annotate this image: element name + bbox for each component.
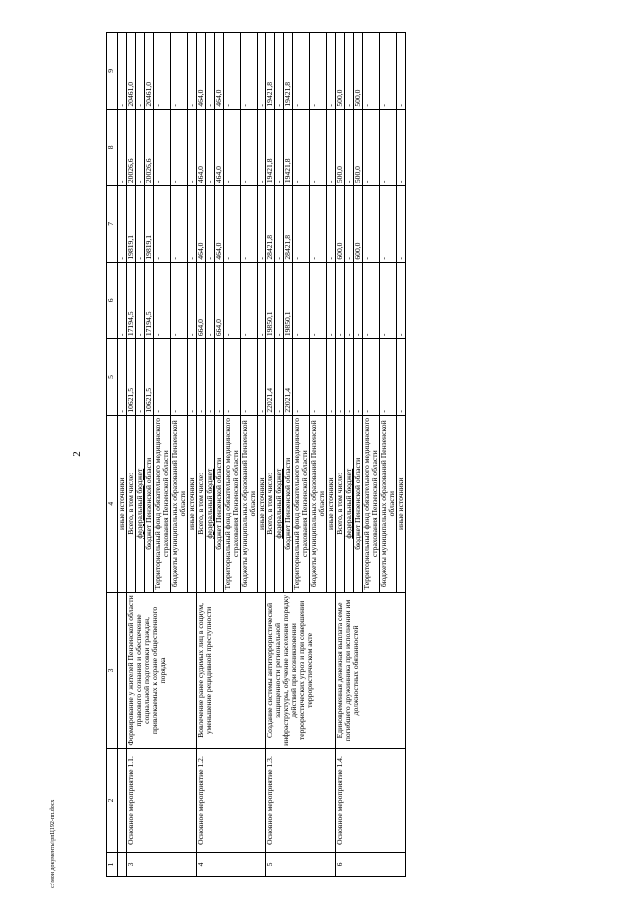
source-cell: бюджет Пензенской области [214,415,223,592]
value-cell: 20461,0 [126,33,135,110]
source-cell: иные источники [118,415,127,592]
col-header: 4 [107,415,118,592]
value-cell: - [275,33,284,110]
value-cell: - [240,33,257,110]
value-cell: 664,0 [214,262,223,339]
source-cell: Территориальный фонд обязательного медицинского страхования Пензенской области [363,415,380,592]
col-header: 9 [107,33,118,110]
col-header: 5 [107,339,118,416]
table-row [196,33,205,877]
value-cell: - [135,339,144,416]
value-cell: - [310,186,327,263]
value-cell: - [240,262,257,339]
description-cell: Формирование у жителей Пензенской области правового сознания и обеспечение социальной подготовки граждан, привлекаемых к охране общественного порядка [126,592,196,748]
value-cell: - [293,339,310,416]
value-cell: - [363,33,380,110]
source-cell: Территориальный фонд обязательного медицинского страхования Пензенской области [223,415,240,592]
value-cell: - [327,109,336,186]
value-cell: 20461,0 [144,33,153,110]
measure-cell: Основное мероприятие 1.3. [266,749,336,853]
value-cell: - [380,339,397,416]
value-cell: - [275,262,284,339]
value-cell: - [187,186,196,263]
value-cell: - [153,339,170,416]
value-cell: - [336,262,345,339]
description-cell: Единовременная денежная выплата семье погибшего дружинника при исполнении им должностных обязанностей [336,592,406,748]
source-cell: бюджеты муниципальных образований Пензенской области [380,415,397,592]
source-cell: бюджеты муниципальных образований Пензенской области [170,415,187,592]
value-cell: 464,0 [214,109,223,186]
header-row [107,33,118,877]
table-row [336,33,345,877]
source-cell: бюджет Пензенской области [144,415,153,592]
value-cell: 17194,5 [144,262,153,339]
value-cell: - [363,339,380,416]
value-cell: 20026,6 [144,109,153,186]
value-cell: - [293,262,310,339]
value-cell: - [240,186,257,263]
col-header: 3 [107,592,118,748]
source-cell: Территориальный фонд обязательного медицинского страхования Пензенской области [153,415,170,592]
value-cell: - [310,339,327,416]
description-cell: Создание системы антитеррористической защищенности региональной инфраструктуры, обучение населения порядку действий при возникновении террористических угроз и при совершении террористическом акте [266,592,336,748]
value-cell: - [205,339,214,416]
col-header: 8 [107,109,118,186]
value-cell: 19819,1 [126,186,135,263]
source-cell: Всего, в том числе: [266,415,275,592]
value-cell: - [135,33,144,110]
value-cell: - [363,186,380,263]
source-cell: федеральный бюджет [275,415,284,592]
value-cell: 19819,1 [144,186,153,263]
value-cell: 19421,8 [284,109,293,186]
value-cell: - [363,109,380,186]
value-cell: - [363,262,380,339]
value-cell: - [170,33,187,110]
value-cell: 19421,8 [266,109,275,186]
source-cell: иные источники [187,415,196,592]
measure-cell: Основное мероприятие 1.4. [336,749,406,853]
value-cell: 500,0 [354,109,363,186]
value-cell: 464,0 [196,186,205,263]
value-cell: 600,0 [354,186,363,263]
value-cell: 22021,4 [284,339,293,416]
value-cell: - [153,109,170,186]
value-cell: - [397,262,406,339]
value-cell: 10621,5 [126,339,135,416]
value-cell: - [118,262,127,339]
value-cell: 19850,1 [266,262,275,339]
value-cell: - [257,339,266,416]
value-cell: - [223,186,240,263]
value-cell: - [153,33,170,110]
value-cell: 19421,8 [284,33,293,110]
value-cell: - [240,109,257,186]
value-cell: - [310,33,327,110]
value-cell: 500,0 [354,33,363,110]
value-cell: - [170,109,187,186]
source-cell: Всего, в том числе: [196,415,205,592]
value-cell: - [240,339,257,416]
source-cell: Всего, в том числе: [336,415,345,592]
value-cell: - [380,33,397,110]
value-cell: - [118,339,127,416]
value-cell: - [397,33,406,110]
measure-cell: Основное мероприятие 1.2. [196,749,266,853]
value-cell: - [135,109,144,186]
source-cell: федеральный бюджет [135,415,144,592]
value-cell: - [196,339,205,416]
value-cell: - [118,33,127,110]
value-cell: - [397,109,406,186]
row-number-cell: 4 [196,852,266,876]
value-cell: 500,0 [336,33,345,110]
value-cell: - [223,33,240,110]
value-cell: - [310,262,327,339]
value-cell: 664,0 [196,262,205,339]
value-cell: - [380,109,397,186]
value-cell: - [257,262,266,339]
source-cell: бюджет Пензенской области [284,415,293,592]
value-cell: 500,0 [336,109,345,186]
row-number-cell: 5 [266,852,336,876]
value-cell: 464,0 [214,33,223,110]
value-cell: - [214,339,223,416]
value-cell: - [293,109,310,186]
col-header: 6 [107,262,118,339]
value-cell: - [170,339,187,416]
source-cell: бюджеты муниципальных образований Пензенской области [310,415,327,592]
value-cell: - [135,186,144,263]
source-cell: иные источники [397,415,406,592]
value-cell: - [327,186,336,263]
value-cell: - [345,186,354,263]
table-row [126,33,135,877]
row-number-cell: 6 [336,852,406,876]
value-cell: - [327,33,336,110]
value-cell: - [257,109,266,186]
source-cell: иные источники [257,415,266,592]
value-cell: 17194,5 [126,262,135,339]
value-cell: - [205,109,214,186]
value-cell: - [327,339,336,416]
page-number: 2 [71,451,83,457]
source-cell: федеральный бюджет [345,415,354,592]
value-cell: 22021,4 [266,339,275,416]
value-cell: - [397,186,406,263]
funding-table [106,32,406,877]
value-cell: - [275,339,284,416]
value-cell: 10621,5 [144,339,153,416]
value-cell: - [275,186,284,263]
value-cell: 464,0 [196,109,205,186]
source-cell: Территориальный фонд обязательного медицинского страхования Пензенской области [293,415,310,592]
value-cell: 20026,6 [126,109,135,186]
col-header: 2 [107,749,118,853]
value-cell: - [187,339,196,416]
value-cell: - [205,262,214,339]
footer-file-path: c:\мои документы\рпЦ192-пп.docx [50,799,56,888]
source-cell: Всего, в том числе: [126,415,135,592]
value-cell: - [223,262,240,339]
value-cell: - [380,262,397,339]
value-cell: 28421,8 [284,186,293,263]
value-cell: - [293,33,310,110]
value-cell: - [223,339,240,416]
col-header: 7 [107,186,118,263]
value-cell: - [327,262,336,339]
value-cell: - [187,109,196,186]
source-cell: федеральный бюджет [205,415,214,592]
value-cell: - [205,33,214,110]
value-cell: - [257,33,266,110]
rotated-table-container [106,32,640,877]
value-cell: - [153,262,170,339]
value-cell: - [354,339,363,416]
value-cell: - [118,109,127,186]
value-cell: 28421,8 [266,186,275,263]
value-cell: - [354,262,363,339]
value-cell: - [135,262,144,339]
col-header: 1 [107,852,118,876]
value-cell: - [380,186,397,263]
table-row [266,33,275,877]
measure-cell: Основное мероприятие 1.1. [126,749,196,853]
value-cell: - [223,109,240,186]
description-cell: Вовлечение ранее судимых лиц в социум, уменьшение рецидивной преступности [196,592,266,748]
value-cell: - [345,109,354,186]
value-cell: - [293,186,310,263]
value-cell: - [118,186,127,263]
value-cell: - [205,186,214,263]
value-cell: - [345,33,354,110]
value-cell: 19421,8 [266,33,275,110]
source-cell: иные источники [327,415,336,592]
value-cell: - [153,186,170,263]
value-cell: - [170,186,187,263]
value-cell: 464,0 [214,186,223,263]
value-cell: - [187,33,196,110]
value-cell: 464,0 [196,33,205,110]
source-cell: бюджеты муниципальных образований Пензенской области [240,415,257,592]
source-cell: бюджет Пензенской области [354,415,363,592]
row-number-cell: 3 [126,852,196,876]
value-cell: 600,0 [336,186,345,263]
value-cell: - [345,339,354,416]
value-cell: - [310,109,327,186]
value-cell: - [170,262,187,339]
value-cell: - [187,262,196,339]
value-cell: - [336,339,345,416]
value-cell: - [257,186,266,263]
value-cell: - [275,109,284,186]
value-cell: 19850,1 [284,262,293,339]
value-cell: - [345,262,354,339]
value-cell: - [397,339,406,416]
